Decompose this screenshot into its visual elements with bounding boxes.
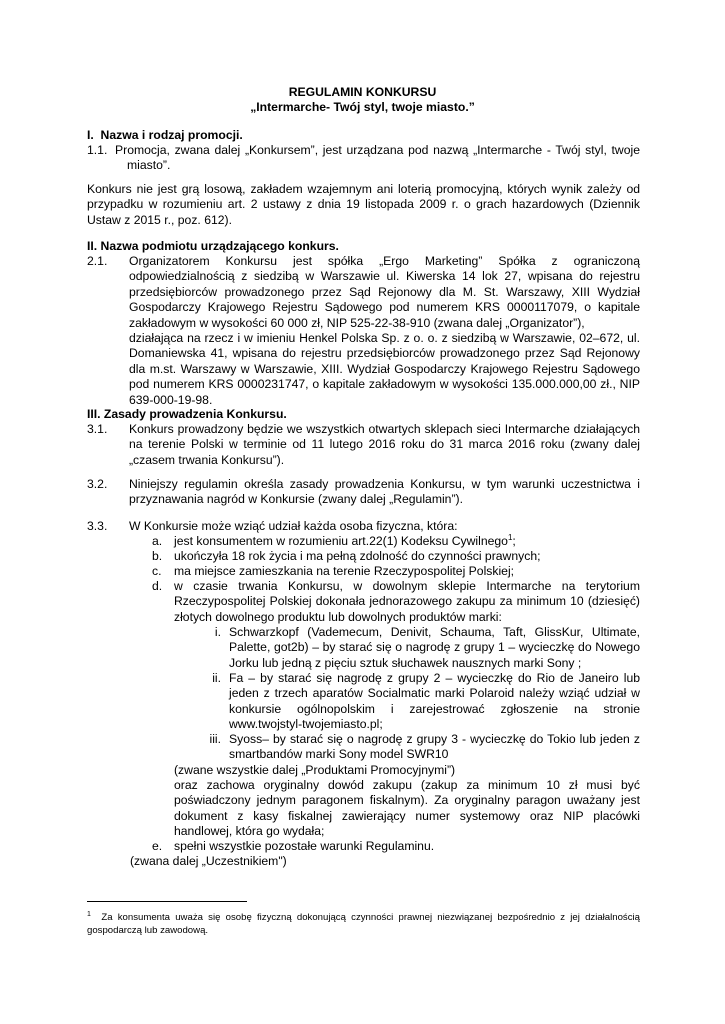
- list-item-e: spełni wszystkie pozostałe warunki Regulaminu.: [174, 839, 435, 853]
- paragraph-number: 2.1.: [87, 254, 108, 268]
- section-2-heading: II. Nazwa podmiotu urządzającego konkurs.: [87, 239, 339, 253]
- paragraph-3-2: [87, 477, 640, 508]
- footnote-text: Za konsumenta uważa się osobę fizyczną dokonującą czynności prawnej niezwiązanej bezpośrednio z jej działalnością gospodarczą lub zawodową.: [87, 912, 640, 936]
- list-letter: c.: [152, 564, 162, 578]
- list-letter: d.: [152, 579, 163, 593]
- paragraph-text: W Konkursie może wziąć udział każda osoba fizyczna, która:: [129, 519, 458, 533]
- paragraph-text: Konkurs prowadzony będzie we wszystkich otwartych sklepach sieci Intermarche działających na terenie Polski w terminie od 11 lutego 2016 roku do 31 marca 2016 roku (zwany dalej „czasem trwania Konkursu”).: [129, 422, 640, 467]
- paragraph-2-1: [87, 254, 640, 407]
- list-item-b: ukończyła 18 rok życia i ma pełną zdolność do czynności prawnych;: [174, 549, 541, 563]
- paragraph-text: [129, 254, 640, 408]
- promo-products-note: (zwane wszystkie dalej „Produktami Promocyjnymi”): [174, 763, 456, 777]
- footnote: [87, 911, 640, 937]
- paragraph-1-1: [87, 143, 640, 174]
- list-item-ii: Fa – by starać się nagrodę z grupy 2 – wycieczkę do Rio de Janeiro lub jeden z trzech aparatów Socialmatic marki Polaroid należy wziąć udział w konkursie ogólnopolskim i zarejestrować zgłoszenie na stronie www.twojstyl-twojemiasto.pl;: [229, 671, 640, 732]
- paragraph-number: 3.2.: [87, 477, 108, 491]
- list-item-a: [174, 534, 640, 549]
- section-3-heading: III. Zasady prowadzenia Konkursu.: [87, 407, 287, 421]
- participant-note: (zwana dalej „Uczestnikiem"): [130, 854, 287, 868]
- document-title: REGULAMIN KONKURSU: [288, 85, 437, 99]
- list-item-text: jest konsumentem w rozumieniu art.22(1) Kodeksu Cywilnego: [174, 534, 508, 548]
- list-roman: i.: [214, 625, 221, 639]
- list-item-iii: Syoss– by starać się o nagrodę z grupy 3 - wycieczkę do Tokio lub jeden z smartbandów marki Sony model SWR10: [229, 732, 640, 762]
- section-1-paragraph: Konkurs nie jest grą losową, zakładem wzajemnym ani loterią promocyjną, których wynik zależy od przypadku w rozumieniu art. 2 ustawy z dnia 19 listopada 2009 r. o grach hazardowych (Dziennik Ustaw z 2015 r., poz. 612).: [87, 182, 640, 227]
- list-roman: iii.: [209, 732, 221, 746]
- list-item-c: ma miejsce zamieszkania na terenie Rzeczypospolitej Polskiej;: [174, 564, 515, 578]
- footnote-number: 1: [87, 910, 91, 918]
- list-item-i: Schwarzkopf (Vademecum, Denivit, Schauma, Taft, GlissKur, Ultimate, Palette, got2b) – by starać się o nagrodę z grupy 1 – wycieczkę do Nowego Jorku lub jedną z pięciu sztuk słuchawek nausznych marki Sony ;: [229, 625, 640, 670]
- paragraph-3-1: [87, 422, 640, 469]
- paragraph-number: 3.1.: [87, 422, 108, 436]
- paragraph-number: 1.1.: [87, 143, 108, 157]
- list-roman: ii.: [212, 671, 221, 685]
- footnote-divider: [87, 901, 247, 902]
- henkel-text: działająca na rzecz i w imieniu Henkel Polska Sp. z o. o. z siedzibą w Warszawie, 02–672, ul. Domaniewska 41, wpisana do rejestru przedsiębiorców prowadzonego przez Sąd Rejonowy dla m.st. Warszawy w Warszawie, XIII. Wydział Gospodarczy Krajowego Rejestru Sądowego pod numerem KRS 0000231747, o kapitale zakładowym w wysokości 135.000.000,00 zł., NIP 639-000-19-98.: [129, 331, 640, 407]
- section-1-heading: I. Nazwa i rodzaj promocji.: [87, 128, 243, 142]
- paragraph-3-3: [87, 519, 640, 853]
- paragraph-number: 3.3.: [87, 519, 108, 533]
- document-subtitle: „Intermarche- Twój styl, twoje miasto.”: [250, 100, 475, 114]
- paragraph-text: Niniejszy regulamin określa zasady prowadzenia Konkursu, w tym warunki uczestnictwa i przyznawania nagród w Konkursie (zwany dalej „Regulamin”).: [129, 477, 640, 507]
- receipt-condition: oraz zachowa oryginalny dowód zakupu (zakup za minimum 10 zł musi być poświadczony jednym paragonem fiskalnym). Za oryginalny paragon uważany jest dokument z kasy fiskalnej zawierający numer systemowy oraz NIP placówki handlowej, która go wydała;: [174, 778, 640, 839]
- list-letter: a.: [152, 534, 163, 548]
- list-item-end: ;: [512, 534, 516, 548]
- paragraph-text: Promocja, zwana dalej „Konkursem”, jest urządzana pod nazwą „Intermarche - Twój styl, twoje miasto”.: [115, 143, 640, 173]
- list-item-d: w czasie trwania Konkursu, w dowolnym sklepie Intermarche na terytorium Rzeczypospolitej Polskiej dokonała jednorazowego zakupu za minimum 10 (dziesięć) złotych dowolnego produktu lub dowolnych produktów marki:: [174, 579, 640, 624]
- footnote-ref: 1: [507, 532, 513, 542]
- organizer-text: Organizatorem Konkursu jest spółka „Ergo Marketing” Spółka z ograniczoną odpowiedzialnością z siedzibą w Warszawie ul. Kiwerska 14 lok 27, wpisana do rejestru przedsiębiorców prowadzonego przez Sąd Rejonowy dla M. St. Warszawy, XIII Wydział Gospodarczy Krajowego Rejestru Sądowego pod numerem KRS 0000117079, o kapitale zakładowym w wysokości 60 000 zł, NIP 525-22-38-910 (zwana dalej „Organizator”),: [129, 254, 640, 330]
- list-letter: e.: [152, 839, 163, 853]
- list-letter: b.: [152, 549, 163, 563]
